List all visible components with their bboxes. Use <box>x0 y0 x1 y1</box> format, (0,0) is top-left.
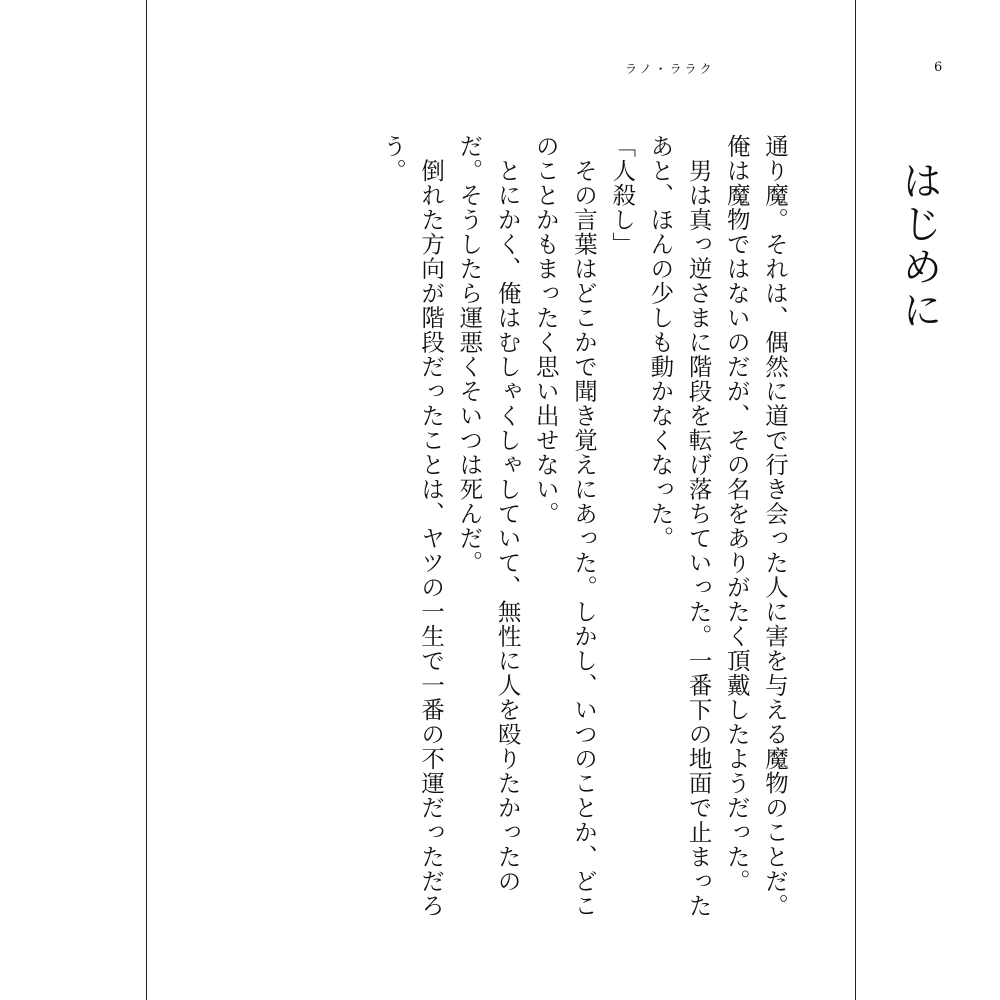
book-page <box>146 0 943 1000</box>
paragraph-6: 倒れた方向が階段だったことは、ヤツの一生で一番の不運だっただろう。 <box>378 134 446 918</box>
paragraph-1: 通り魔。それは、偶然に道で行き会った人に害を与える魔物のことだ。俺は魔物ではないのだが、その名をありがたく頂戴したようだった。 <box>722 134 789 918</box>
paragraph-5: とにかく、俺はむしゃくしゃしていて、無性に人を殴りたかったのだ。そうしたら運悪くそいつは死んだ。 <box>455 134 522 894</box>
paragraph-3: 「人殺し」 <box>608 134 637 257</box>
running-title: ラノ・ララク <box>625 62 715 76</box>
body-text <box>378 134 794 934</box>
page-number: 6 <box>934 60 943 75</box>
paragraph-4: その言葉はどこかで聞き覚えにあった。しかし、いつのことか、どこのことかもまったく思い出せない。 <box>531 134 598 918</box>
chapter-title: はじめに <box>896 160 942 332</box>
paragraph-2: 男は真っ逆さまに階段を転げ落ちていった。一番下の地面で止まったあと、ほんの少しも動かなくなった。 <box>646 134 713 918</box>
